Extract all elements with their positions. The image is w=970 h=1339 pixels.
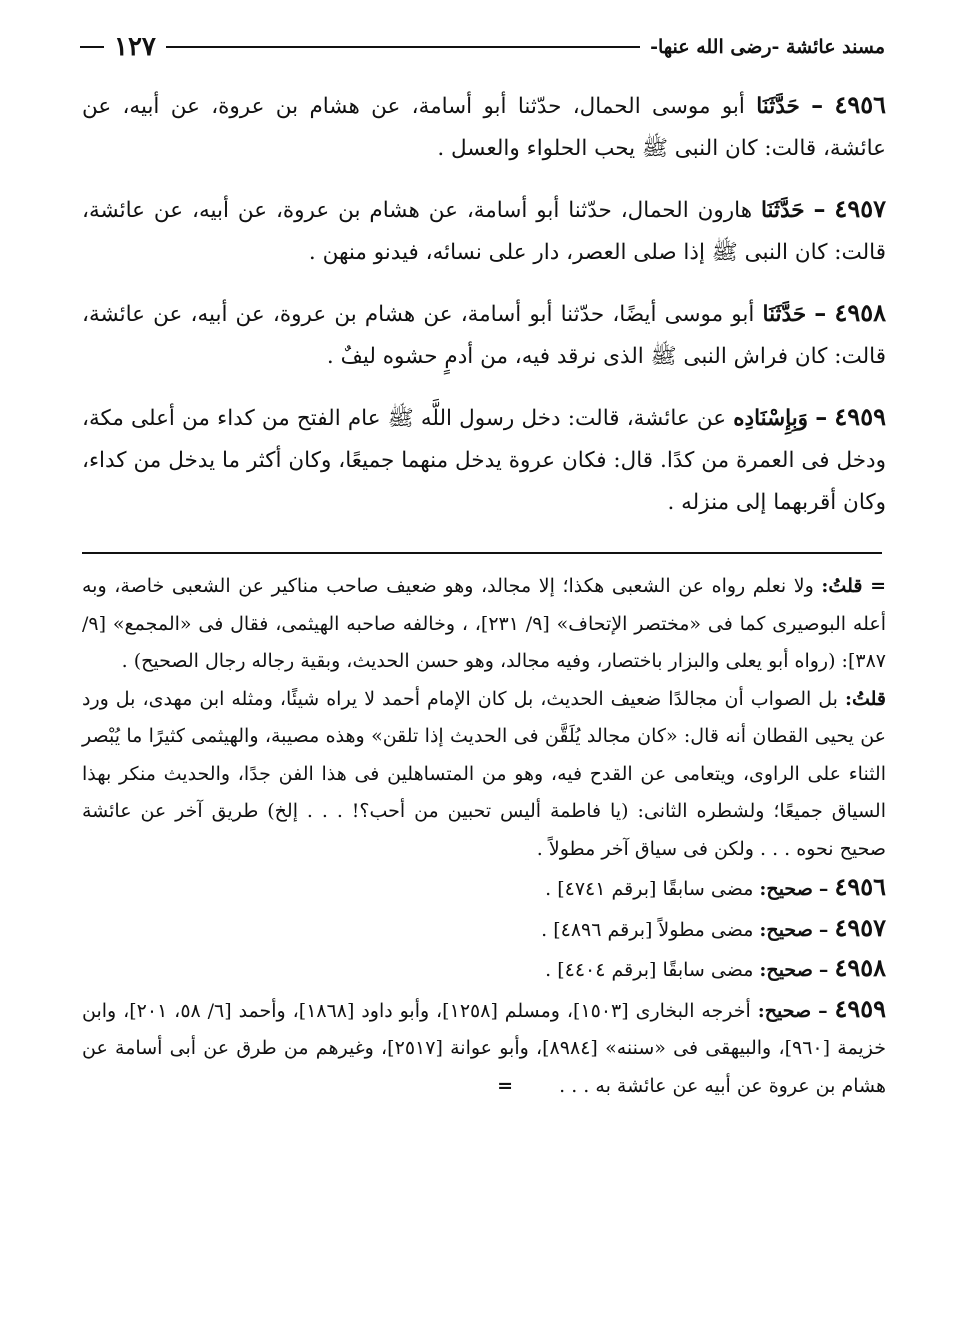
grade-keyword: صحيح: — [759, 918, 813, 941]
note-text: ولا نعلم رواه عن الشعبى هكذا؛ إلا مجالد، وهو ضعيف صاحب مناكير عن الشعبى خاصة، وبه أعله البوصيرى كما فى «مختصر الإتحاف» [٩/ ٢٣١]، ، وخالفه صاحبه الهيثمى، فقال فى «المجمع» [٩/ ٣٨٧]: (رواه أبو يعلى والبزار باختصار، وفيه مجالد، وهو حسن الحديث، وبقية رجاله رجال الصحيح) . — [82, 575, 887, 672]
grade-number: ٤٩٥٦ — [834, 872, 886, 901]
hadith-4958 — [82, 292, 886, 378]
grade-4959 — [82, 990, 886, 1106]
grade-separator: – — [818, 878, 829, 900]
main-text — [82, 84, 886, 542]
hadith-text: هارون الحمال، حدّثنا أبو أسامة، عن هشام بن عروة، عن أبيه، عن عائشة، قالت: كان النبى ﷺ إذا صلى العصر، دار على نسائه، فيدنو منهن . — [82, 198, 886, 265]
continuation-marker: = — [497, 1074, 514, 1097]
grade-4958 — [82, 949, 886, 990]
running-title: مسند عائشة -رضى الله عنها- — [650, 36, 885, 58]
grade-separator: – — [818, 999, 828, 1022]
page-number: ١٢٧ — [114, 32, 156, 62]
footnote-divider — [82, 552, 882, 554]
grade-4957 — [82, 909, 886, 950]
hadith-number: ٤٩٥٨ — [834, 298, 886, 327]
hadith-number: ٤٩٥٧ — [834, 194, 886, 223]
grade-number: ٤٩٥٧ — [834, 912, 886, 942]
grade-number: ٤٩٥٨ — [834, 953, 886, 982]
hadith-number: ٤٩٥٦ — [834, 90, 886, 119]
note-keyword: قلتُ: — [821, 575, 863, 597]
grade-separator: – — [818, 918, 829, 941]
grade-text: مضى سابقًا [برقم ٤٧٤١] . — [545, 878, 754, 900]
hadith-4957 — [82, 188, 886, 274]
page-header — [80, 30, 885, 64]
footnotes — [82, 568, 886, 1105]
note-keyword: قلتُ: — [844, 687, 886, 710]
hadith-text: عن عائشة، قالت: دخل رسول اللَّه ﷺ عام الفتح من كداء من أعلى مكة، ودخل فى العمرة من كدًا. قال: فكان عروة يدخل منهما جميعًا، وكان أكثر ما يدخل من كداء، وكان أقربهما إلى منزله . — [82, 406, 886, 515]
hadith-keyword: حَدَّثَنَا — [756, 94, 800, 119]
grade-4956 — [82, 868, 886, 909]
hadith-separator: – — [813, 194, 826, 223]
hadith-keyword: وَبِإِسْنَادِه — [733, 406, 809, 431]
header-rule — [166, 46, 640, 48]
grade-separator: – — [818, 959, 829, 981]
note-1 — [82, 568, 886, 681]
hadith-number: ٤٩٥٩ — [834, 402, 886, 431]
hadith-separator: – — [811, 90, 824, 119]
hadith-text: أبو موسى الحمال، حدّثنا أبو أسامة، عن هشام بن عروة، عن أبيه، عن عائشة، قالت: كان النبى ﷺ يحب الحلواء والعسل . — [82, 94, 886, 161]
header-dash — [80, 46, 104, 48]
hadith-separator: – — [814, 298, 827, 327]
hadith-keyword: حَدَّثَنَا — [760, 198, 805, 223]
grade-number: ٤٩٥٩ — [834, 993, 887, 1023]
grade-keyword: صحيح: — [759, 959, 813, 981]
continuation-marker: = — [870, 575, 886, 597]
hadith-keyword: حَدَّثَنَا — [762, 302, 807, 327]
grade-text: أخرجه البخارى [١٥٠٣]، ومسلم [١٢٥٨]، وأبو داود [١٨٦٨]، وأحمد [٦/ ٥٨، ٢٠١]، وابن خزيمة [٩٦٠]، والبيهقى فى «سننه» [٨٩٨٤]، وأبو عوانة [٢٥١٧]، وغيرهم من طرق عن أبى أسامة عن هشام بن عروة عن أبيه عن عائشة به . . . — [82, 999, 886, 1097]
hadith-text: أبو موسى أيضًا، حدّثنا أبو أسامة، عن هشام بن عروة، عن أبيه، عن عائشة، قالت: كان فراش النبى ﷺ الذى نرقد فيه، من أدمٍ حشوه ليفٌ . — [82, 302, 886, 369]
note-2 — [82, 681, 886, 869]
hadith-4956 — [82, 84, 886, 170]
hadith-separator: – — [815, 402, 828, 431]
note-text: بل الصواب أن مجالدًا ضعيف الحديث، بل كان الإمام أحمد لا يراه شيئًا، ومثله ابن مهدى، بل ورد عن يحيى القطان أنه قال: «كان مجالد يُلَقَّن فى الحديث إذا تلقن» وهذه مصيبة، والهيثمى كثيرًا ما يُبْصر الثناء على الراوى، ويتعامى عن القدح فيه، وهو من المتساهلين فى هذا الفن جدًا، والحديث منكر بهذا السياق جميعًا؛ ولشطره الثانى: (يا فاطمة أليس تحبين من أحب؟! . . . إلخ) طريق آخر عن عائشة صحيح نحوه . . . ولكن فى سياق آخر مطولاً . — [82, 687, 886, 860]
hadith-4959 — [82, 396, 886, 524]
grade-text: مضى سابقًا [برقم ٤٤٠٤] . — [545, 959, 754, 981]
grade-text: مضى مطولاً [برقم ٤٨٩٦] . — [541, 918, 754, 941]
grade-keyword: صحيح: — [759, 878, 813, 900]
grade-keyword: صحيح: — [757, 999, 812, 1022]
